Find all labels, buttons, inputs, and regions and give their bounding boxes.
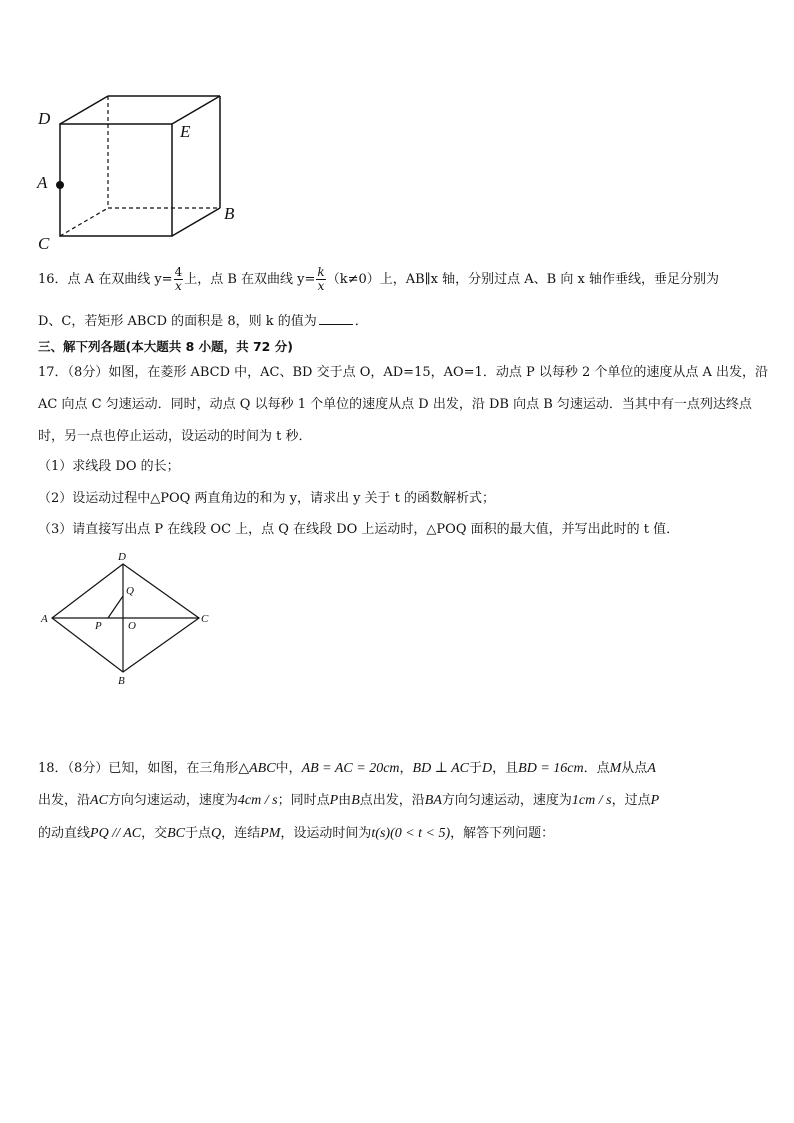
rhombus-label-b: B: [118, 675, 125, 687]
q17-sub-2: （2）设运动过程中△POQ 两直角边的和为 y，请求出 y 关于 t 的函数解析式；: [38, 491, 496, 506]
q18-text-1g: 从点: [621, 761, 648, 776]
q18-text-3f: ，解答下列问题：: [450, 826, 555, 841]
rhombus-label-d: D: [118, 551, 126, 563]
rhombus-label-a: A: [41, 613, 48, 625]
q18-point-a: A: [647, 761, 656, 776]
q18-speed-p: 1cm / s: [571, 793, 612, 808]
cube-edge-top-left: [60, 96, 108, 124]
rhombus-label-o: O: [128, 620, 136, 632]
q18-point-d: D: [482, 761, 493, 776]
q17-line-3: 时，另一点也停止运动，设运动的时间为 t 秒．: [38, 429, 312, 444]
q16-frac2-num: k: [317, 265, 325, 279]
cube-edge-bottom-right: [172, 208, 220, 236]
q16-line-2: [38, 312, 368, 331]
q18-text-2c: ；同时点: [277, 793, 330, 808]
q18-eq-ab-ac: AB = AC = 20cm: [301, 761, 400, 776]
cube-edge-top-right: [172, 96, 220, 124]
q18-text-1e: ，且: [492, 761, 519, 776]
q18-text-2e: 点出发，沿: [359, 793, 425, 808]
q16-text-2: 上，点 B 在双曲线 y=: [184, 272, 316, 287]
q16-text-5: ．: [354, 314, 368, 329]
segment-pq: [108, 596, 123, 618]
cube-label-b: B: [224, 204, 235, 223]
q18-line-1: [38, 760, 656, 778]
cube-hidden-edge-diagonal: [60, 208, 108, 236]
q16-fraction-k-over-x: [316, 266, 325, 293]
q18-text-1b: 中，: [275, 761, 302, 776]
q16-text-4: D、C，若矩形 ABCD 的面积是 8，则 k 的值为: [38, 314, 317, 329]
cube-label-d: D: [38, 109, 51, 128]
cube-label-e: E: [180, 122, 191, 141]
q16-frac2-den: x: [317, 279, 325, 293]
rhombus-label-c: C: [201, 613, 209, 625]
q18-text-1f: ．点: [583, 761, 610, 776]
q18-eq-bd: BD = 16cm: [518, 761, 584, 776]
q18-segment-pm: PM: [260, 826, 281, 841]
cube-front-face: [60, 124, 172, 236]
q18-text-3e: ，设运动时间为: [280, 826, 372, 841]
q16-answer-blank[interactable]: [319, 312, 353, 325]
q18-text-2f: 方向匀速运动，速度为: [441, 793, 572, 808]
q18-text-1a: 18．（8分）已知，如图，在三角形: [38, 761, 239, 776]
q18-text-3b: ，交: [141, 826, 168, 841]
q17-sub-3: （3）请直接写出点 P 在线段 OC 上，点 Q 在线段 DO 上运动时，△POQ 面积的最大值，并写出此时的 t 值．: [38, 522, 680, 537]
q18-text-2a: 出发，沿: [38, 793, 91, 808]
q18-segment-ac: AC: [90, 793, 108, 808]
q18-point-b: B: [351, 793, 360, 808]
q18-line-2: [38, 792, 659, 810]
q18-point-m: M: [609, 761, 622, 776]
q17-line-1: 17．（8分）如图，在菱形 ABCD 中，AC、BD 交于点 O，AD=15，AO=1．动点 P 以每秒 2 个单位的速度从点 A 出发，沿: [38, 365, 769, 380]
q16-text-3: （k≠0）上，AB∥x 轴，分别过点 A、B 向 x 轴作垂线，垂足分别为: [326, 272, 719, 287]
point-a-dot: [56, 181, 64, 189]
section-3-heading: 三、解下列各题(本大题共 8 小题，共 72 分): [38, 339, 293, 354]
q16-frac1-den: x: [175, 279, 182, 293]
q18-text-3a: 的动直线: [38, 826, 91, 841]
q16-line-1: [38, 266, 719, 293]
q18-segment-ba: BA: [424, 793, 442, 808]
rhombus-label-p: P: [95, 620, 102, 632]
q18-time-t: t(s): [371, 826, 391, 841]
cube-figure: [30, 88, 250, 258]
q18-time-range: (0 < t < 5): [390, 826, 451, 841]
q18-line-3: [38, 825, 554, 843]
q18-point-q: Q: [211, 826, 222, 841]
cube-label-a: A: [37, 173, 48, 192]
q18-text-2d: 由: [338, 793, 352, 808]
q18-text-1c: ，: [399, 761, 413, 776]
q18-pq-parallel-ac: PQ // AC: [90, 826, 142, 841]
q16-number: 16．: [38, 272, 68, 287]
q17-sub-1: （1）求线段 DO 的长；: [38, 459, 180, 474]
q18-text-3d: ，连结: [221, 826, 261, 841]
q18-bd-perp-ac: BD ⊥ AC: [412, 761, 470, 776]
q18-triangle-abc: △ABC: [238, 761, 276, 776]
rhombus-label-q: Q: [126, 585, 134, 597]
q18-segment-bc: BC: [167, 826, 185, 841]
q18-text-2b: 方向匀速运动，速度为: [107, 793, 238, 808]
q18-text-3c: 于点: [185, 826, 212, 841]
q16-fraction-4-over-x: [174, 266, 184, 293]
cube-label-c: C: [38, 234, 50, 253]
q17-line-2: AC 向点 C 匀速运动．同时，动点 Q 以每秒 1 个单位的速度从点 D 出发，沿 DB 向点 B 匀速运动．当其中有一点列达终点: [38, 397, 752, 412]
q16-frac1-num: 4: [174, 265, 183, 279]
q18-point-p-2: P: [650, 793, 660, 808]
q16-text-1: 点 A 在双曲线 y=: [67, 272, 173, 287]
rhombus-figure: [34, 546, 224, 690]
q18-point-p: P: [329, 793, 339, 808]
q18-speed-m: 4cm / s: [237, 793, 278, 808]
q18-text-2g: ，过点: [611, 793, 651, 808]
q18-text-1d: 于: [469, 761, 483, 776]
